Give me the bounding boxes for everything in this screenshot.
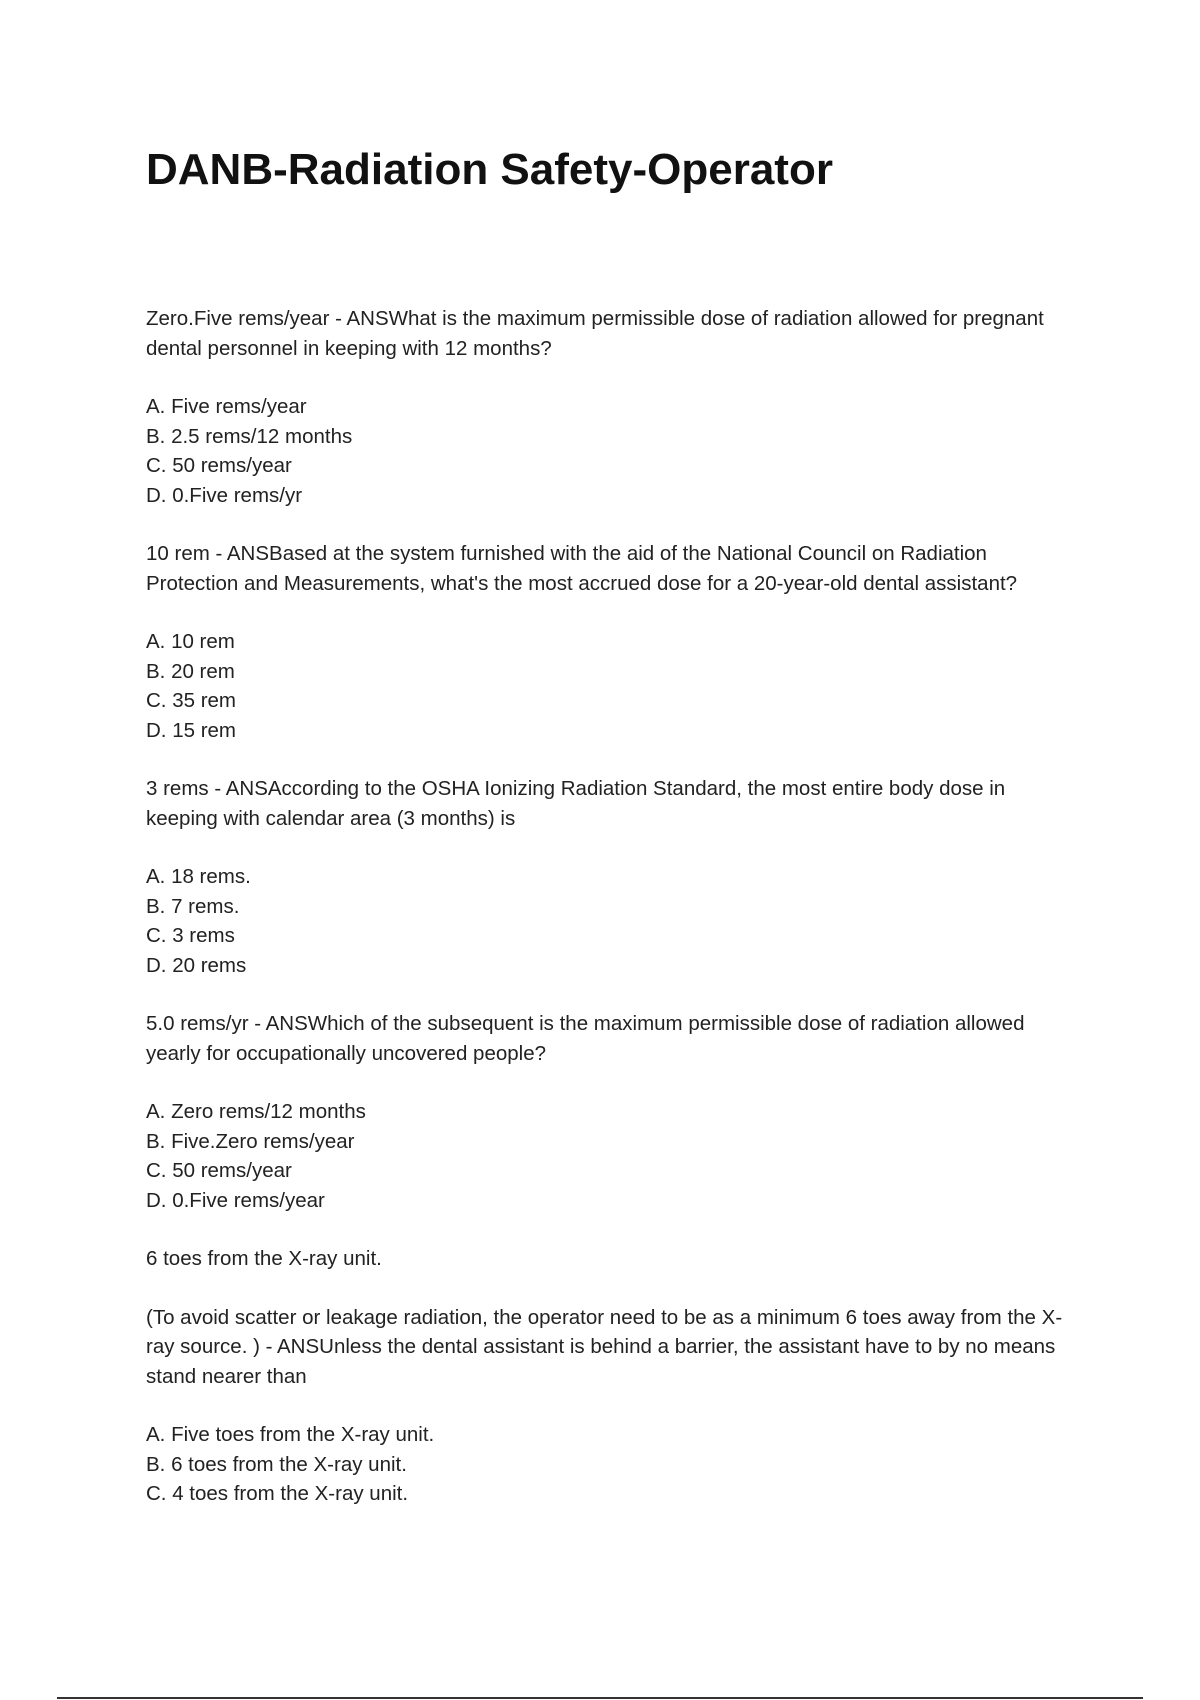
question-1-option-c: C. 50 rems/year	[146, 454, 292, 477]
question-5-option-c: C. 4 toes from the X-ray unit.	[146, 1482, 409, 1505]
question-2-option-c: C. 35 rem	[146, 689, 236, 712]
question-1-option-a: A. Five rems/year	[146, 395, 307, 418]
question-1-options	[146, 392, 1076, 510]
question-2-option-d: D. 15 rem	[146, 718, 236, 742]
question-5-prompt: (To avoid scatter or leakage radiation, the operator need to be as a minimum 6 toes away from the X-ray source. ) - ANSUnless the dental assistant is behind a barrier, the assistant have to by no means stand nearer than	[146, 1305, 1063, 1388]
question-4-options	[146, 1097, 1076, 1215]
question-4-option-c: C. 50 rems/year	[146, 1159, 292, 1182]
question-2-prompt: 10 rem - ANSBased at the system furnished with the aid of the National Council on Radiation Protection and Measurements, what's the most accrued dose for a 20-year-old dental assistant?	[146, 542, 1018, 595]
question-2-option-b: B. 20 rem	[146, 659, 235, 683]
question-4-option-a: A. Zero rems/12 months	[146, 1100, 366, 1123]
question-2-option-a: A. 10 rem	[146, 630, 235, 653]
question-2-options	[146, 627, 1076, 745]
question-5-options	[146, 1420, 1076, 1509]
question-3-option-b: B. 7 rems.	[146, 894, 240, 918]
question-1-option-d: D. 0.Five rems/yr	[146, 483, 303, 507]
question-5-option-b: B. 6 toes from the X-ray unit.	[146, 1452, 407, 1476]
question-4-option-d: D. 0.Five rems/year	[146, 1188, 325, 1212]
question-5-option-a: A. Five toes from the X-ray unit.	[146, 1423, 435, 1446]
page-title: DANB-Radiation Safety-Operator	[146, 145, 833, 194]
question-1-option-b: B. 2.5 rems/12 months	[146, 424, 353, 448]
question-5-answer: 6 toes from the X-ray unit.	[146, 1247, 382, 1270]
question-3-option-a: A. 18 rems.	[146, 865, 251, 888]
question-3-option-d: D. 20 rems	[146, 953, 247, 977]
document-body	[146, 304, 1076, 1538]
question-4-option-b: B. Five.Zero rems/year	[146, 1129, 355, 1153]
question-4-prompt: 5.0 rems/yr - ANSWhich of the subsequent is the maximum permissible dose of radiation allowed yearly for occupationally uncovered people?	[146, 1012, 1025, 1065]
question-1-prompt: Zero.Five rems/year - ANSWhat is the maximum permissible dose of radiation allowed for pregnant dental personnel in keeping with 12 months?	[146, 307, 1044, 360]
question-3-prompt: 3 rems - ANSAccording to the OSHA Ionizing Radiation Standard, the most entire body dose in keeping with calendar area (3 months) is	[146, 777, 1006, 830]
footer-divider	[57, 1697, 1143, 1699]
question-3-options	[146, 862, 1076, 980]
question-3-option-c: C. 3 rems	[146, 924, 235, 947]
